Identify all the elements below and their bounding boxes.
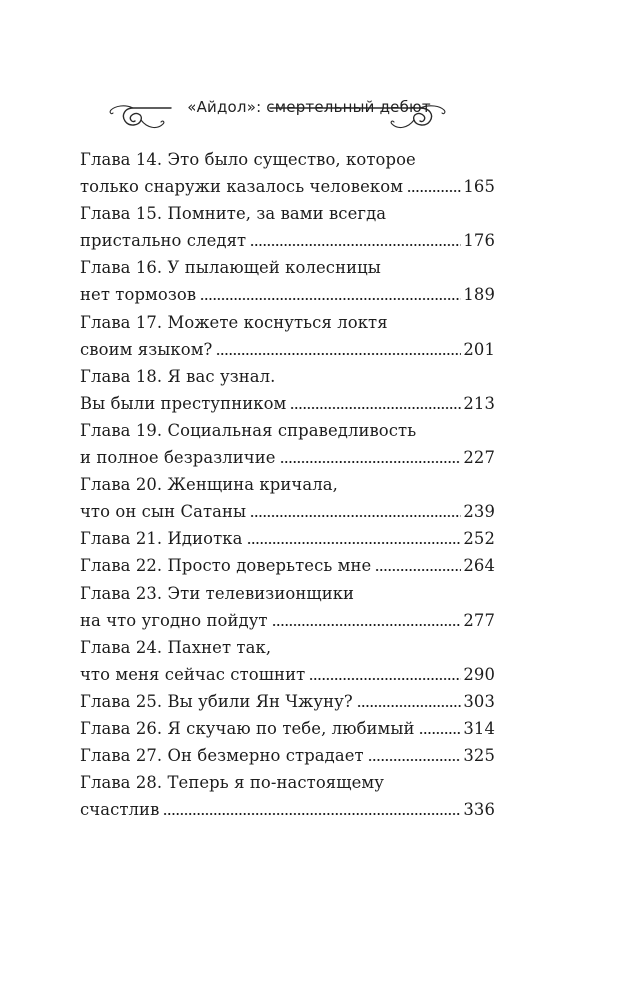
toc-entry-text: Глава 27. Он безмерно страдает xyxy=(80,746,364,766)
toc-page-number: 290 xyxy=(463,664,495,684)
running-header-title: «Айдол»: смертельный дебют xyxy=(187,98,431,116)
dot-leader xyxy=(419,732,462,734)
toc-entry-last-line xyxy=(80,498,495,525)
dot-leader xyxy=(368,759,462,761)
toc-entry-line xyxy=(80,471,495,498)
toc-entry[interactable] xyxy=(80,146,495,200)
toc-entry-text: только снаружи казалось человеком xyxy=(80,177,404,197)
toc-page-number: 239 xyxy=(463,502,495,522)
toc-page-number: 325 xyxy=(463,746,495,766)
toc-entry-text: Глава 28. Теперь я по-настоящему xyxy=(80,773,384,793)
toc-entry[interactable] xyxy=(80,200,495,254)
toc-entry-text: Глава 15. Помните, за вами всегда xyxy=(80,204,387,224)
toc-entry-text: Глава 26. Я скучаю по тебе, любимый xyxy=(80,718,415,738)
toc-entry-last-line xyxy=(80,661,495,688)
toc-entry[interactable] xyxy=(80,363,495,417)
toc-entry-last-line xyxy=(80,796,495,823)
toc-entry-text: Вы были преступником xyxy=(80,393,287,413)
toc-entry-text: Глава 25. Вы убили Ян Чжуну? xyxy=(80,691,353,711)
toc-entry-text: Глава 16. У пылающей колесницы xyxy=(80,258,381,278)
toc-entry-text: Глава 14. Это было существо, которое xyxy=(80,150,416,169)
toc-entry-last-line xyxy=(80,390,495,417)
toc-entry-last-line xyxy=(80,281,495,308)
toc-entry-last-line xyxy=(80,444,495,471)
toc-page-number: 314 xyxy=(463,718,495,738)
toc-entry[interactable] xyxy=(80,580,495,634)
toc-entry[interactable] xyxy=(80,254,495,308)
toc-entry[interactable] xyxy=(80,552,495,579)
toc-entry[interactable] xyxy=(80,309,495,363)
toc-entry-text: Глава 20. Женщина кричала, xyxy=(80,475,338,495)
toc-entry[interactable] xyxy=(80,525,495,552)
toc-entry-text: своим языком? xyxy=(80,339,213,359)
dot-leader xyxy=(407,190,461,192)
dot-leader xyxy=(250,244,461,246)
dot-leader xyxy=(250,515,461,517)
toc-entry-text: на что угодно пойдут xyxy=(80,610,268,630)
dot-leader xyxy=(290,407,461,409)
toc-entry-text: Глава 19. Социальная справедливость xyxy=(80,420,417,440)
toc-entry-text: Глава 17. Можете коснуться локтя xyxy=(80,312,388,332)
dot-leader xyxy=(357,705,462,707)
toc-entry[interactable] xyxy=(80,471,495,525)
toc-entry[interactable] xyxy=(80,742,495,769)
toc-entry-line xyxy=(80,580,495,607)
toc-page-number: 252 xyxy=(463,529,495,549)
toc-page-number: 277 xyxy=(463,610,495,630)
toc-entry-last-line xyxy=(80,715,495,742)
toc-entry-last-line xyxy=(80,607,495,634)
toc-entry-line xyxy=(80,363,495,390)
dot-leader xyxy=(309,678,461,680)
toc-entry-text: Глава 21. Идиотка xyxy=(80,529,243,549)
dot-leader xyxy=(216,353,461,355)
toc-entry-text: нет тормозов xyxy=(80,285,197,305)
toc-entry-text: счастлив xyxy=(80,800,160,820)
toc-entry[interactable] xyxy=(80,715,495,742)
toc-entry-last-line xyxy=(80,552,495,579)
toc-page-number: 201 xyxy=(463,339,495,359)
toc-entry-text: Глава 18. Я вас узнал. xyxy=(80,366,276,386)
toc-entry-last-line xyxy=(80,227,495,254)
toc-entry-last-line xyxy=(80,336,495,363)
toc-entry[interactable] xyxy=(80,634,495,688)
dot-leader xyxy=(163,813,461,815)
toc-entry-line xyxy=(80,417,495,444)
toc-entry-line xyxy=(80,309,495,336)
toc-entry-text: что меня сейчас стошнит xyxy=(80,664,306,684)
toc-entry-line xyxy=(80,769,495,796)
toc-entry-text: пристально следят xyxy=(80,231,247,251)
toc-entry-text: Глава 24. Пахнет так, xyxy=(80,637,272,657)
toc-entry-line xyxy=(80,634,495,661)
toc-entry-line xyxy=(80,200,495,227)
toc-entry-text: Глава 23. Эти телевизионщики xyxy=(80,583,355,603)
toc-page-number: 264 xyxy=(463,556,495,576)
toc-entry-last-line xyxy=(80,688,495,715)
toc-entry-text: что он сын Сатаны xyxy=(80,502,247,522)
dot-leader xyxy=(200,298,461,300)
dot-leader xyxy=(272,624,462,626)
toc-page-number: 165 xyxy=(463,177,495,197)
toc-entry[interactable] xyxy=(80,417,495,471)
toc-page-number: 336 xyxy=(463,800,495,820)
toc-entry-last-line xyxy=(80,173,495,200)
toc-page-number: 176 xyxy=(463,231,495,251)
toc-entry-last-line xyxy=(80,742,495,769)
table-of-contents xyxy=(80,146,495,823)
toc-page-number: 303 xyxy=(463,691,495,711)
toc-entry-last-line xyxy=(80,525,495,552)
toc-entry[interactable] xyxy=(80,688,495,715)
toc-entry-text: и полное безразличие xyxy=(80,448,276,468)
toc-entry-text: Глава 22. Просто доверьтесь мне xyxy=(80,556,372,576)
dot-leader xyxy=(280,461,462,463)
toc-entry[interactable] xyxy=(80,769,495,823)
toc-page-number: 189 xyxy=(463,285,495,305)
dot-leader xyxy=(375,569,461,571)
running-header xyxy=(0,84,618,144)
toc-page-number: 227 xyxy=(463,448,495,468)
toc-entry-line xyxy=(80,146,495,173)
toc-page-number: 213 xyxy=(463,393,495,413)
toc-entry-line xyxy=(80,254,495,281)
dot-leader xyxy=(247,542,462,544)
